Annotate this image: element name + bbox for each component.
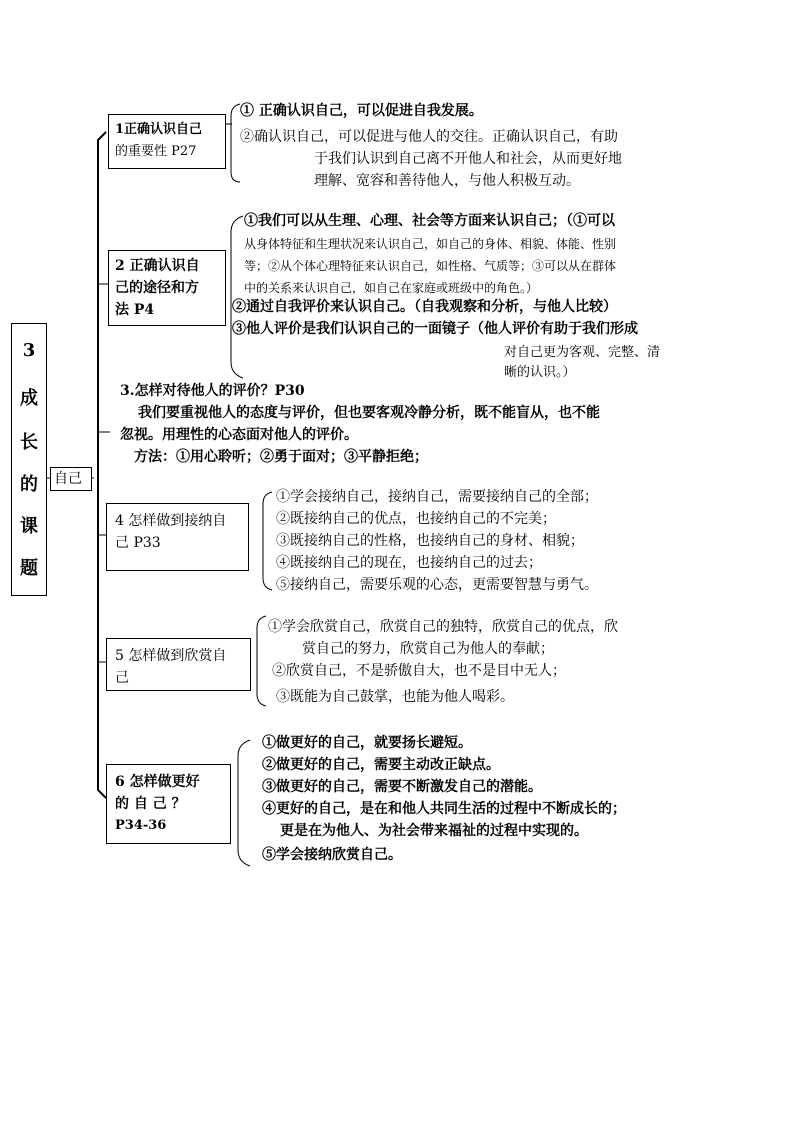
section2-item-cont: 晰的认识。） [504,365,576,380]
section3-text: 忽视。用理性的心态面对他人的评价。 [120,427,358,443]
section1-item-cont: 理解、宽容和善待他人，与他人积极互动。 [314,173,580,189]
section2-item-cont: 对自己更为客观、完整、清 [504,345,661,360]
section6-title-line: 的 自 己 ？ [115,796,186,812]
section5-title-line: 己 [115,670,129,686]
section5-item: ②欣赏自己，不是骄傲自大，也不是目中无人； [272,663,566,679]
section6-item: ①做更好的自己，就要扬长避短。 [262,735,472,751]
section4-item: ④既接纳自己的现在，也接纳自己的过去； [276,555,542,571]
section6-item: ⑤学会接纳欣赏自己。 [262,847,402,863]
section6-item-cont: 更是在为他人、为社会带来福祉的过程中实现的。 [280,823,588,839]
section2-box [108,250,226,326]
section4-item: ③既接纳自己的性格，也接纳自己的身材、相貌； [276,533,584,549]
section3-title: 3.怎样对待他人的评价？P30 [120,383,305,399]
section4-item: ①学会接纳自己，接纳自己，需要接纳自己的全部； [276,489,598,505]
section2-title-line: 己的途径和方 [115,280,199,296]
section4-item: ②既接纳自己的优点，也接纳自己的不完美； [276,511,556,527]
section6-title-line: 6 怎样做更好 [115,774,200,790]
section2-item-cont: 中的关系来认识自己，如自己在家庭或班级中的角色。） [244,281,539,295]
section1-box [108,114,226,169]
section3-text: 我们要重视他人的态度与评价，但也要客观冷静分析，既不能盲从，也不能 [138,405,600,421]
section2-title-line: 法 P4 [115,302,155,318]
section6-item: ③做更好的自己，需要不断激发自己的潜能。 [262,779,542,795]
section6-box [106,764,231,844]
section1-item: ②确认识自己，可以促进与他人的交往。正确认识自己，有助 [240,129,618,145]
root-topic-box [11,323,47,596]
section1-item-cont: 于我们认识到自己离不开他人和社会，从而更好地 [314,151,622,167]
root-char: 的 [20,474,38,495]
section2-item: ②通过自我评价来认识自己。（自我观察和分析，与他人比较） [232,299,617,315]
section2-title-line: 2 正确认识自 [115,258,200,274]
section1-title-line: 1正确认识自己 [115,122,203,137]
section2-item: ①我们可以从生理、心理、社会等方面来认识自己；（①可以 [244,213,615,229]
self-label: 自己 [54,471,82,487]
section3-method: 方法：①用心聆听；②勇于面对；③平静拒绝； [134,449,428,465]
self-node [50,467,92,491]
section5-box [106,638,251,691]
section2-item-cont: 等；②从个体心理特征来认识自己，如性格、气质等；③可以从在群体 [244,259,617,273]
section6-item: ④更好的自己，是在和他人共同生活的过程中不断成长的； [262,801,626,817]
section5-item: ①学会欣赏自己，欣赏自己的独特，欣赏自己的优点，欣 [268,619,618,635]
section2-item-cont: 从身体特征和生理状况来认识自己，如自己的身体、相貌、体能、性别 [244,237,617,251]
section6-title-line: P34-36 [115,818,167,833]
root-char: 长 [20,432,38,453]
root-char: 课 [20,516,38,537]
section4-box [106,503,249,571]
section5-title-line: 5 怎样做到欣赏自 [115,648,227,664]
root-char: 成 [20,388,38,409]
section1-title-line: 的重要性 P27 [115,144,197,159]
section4-title-line: 4 怎样做到接纳自 [115,513,227,529]
section6-item: ②做更好的自己，需要主动改正缺点。 [262,757,500,773]
section5-item-cont: 赏自己的努力，欣赏自己为他人的奉献； [302,641,554,657]
section1-item: ① 正确认识自己，可以促进自我发展。 [240,103,483,119]
section4-title-line: 己 P33 [115,535,161,551]
root-char: 题 [20,558,38,579]
section2-item: ③他人评价是我们认识自己的一面镜子（他人评价有助于我们形成 [232,321,638,337]
root-char: 3 [22,340,36,361]
section5-item: ③既能为自己鼓掌，也能为他人喝彩。 [276,689,514,705]
section4-item: ⑤接纳自己，需要乐观的心态，更需要智慧与勇气。 [276,577,598,593]
